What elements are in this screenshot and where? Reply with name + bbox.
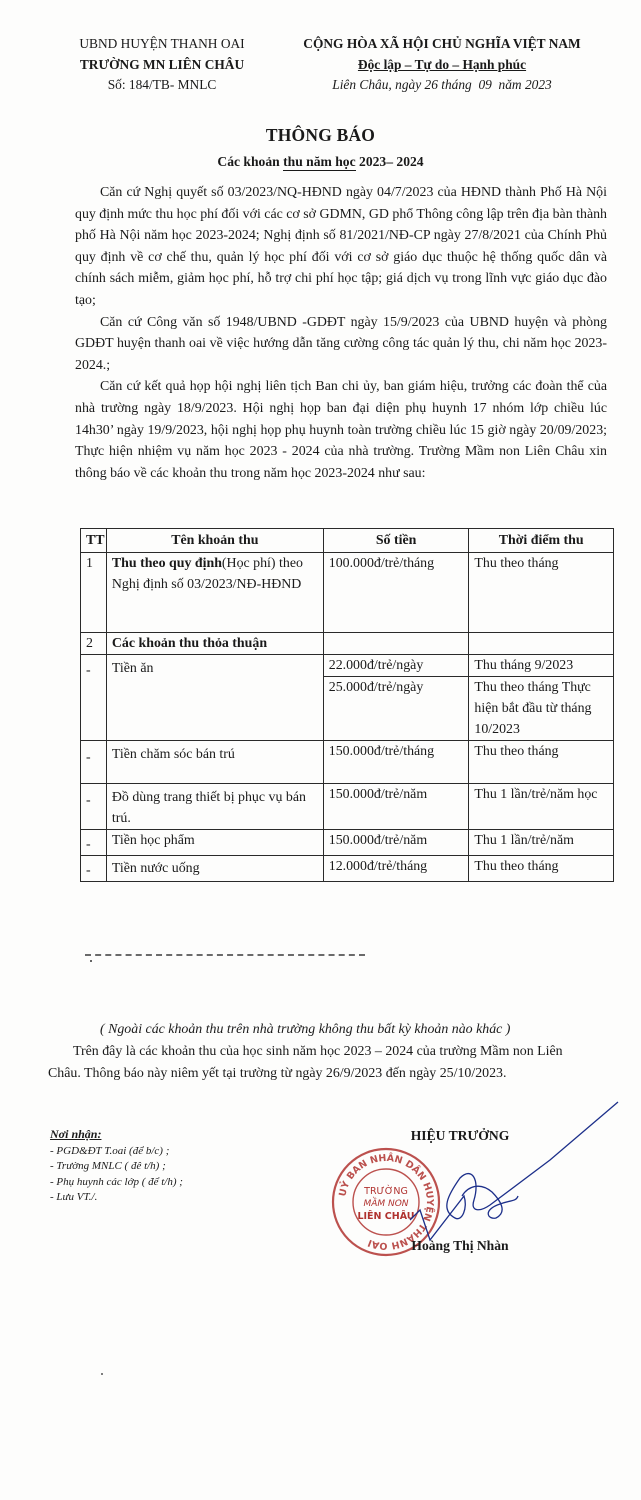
row-time [469, 655, 614, 741]
subtitle-part-1: Các khoản [217, 154, 284, 169]
stamp-line-1: TRƯỜNG [364, 1186, 408, 1197]
notice-body [75, 182, 607, 484]
body-paragraph: Căn cứ Nghị quyết số 03/2023/NQ-HĐND ngày 04/7/2023 của HĐND thành Phố Hà Nội quy định mức thu học phí đối với các cơ sở GDMN, GD phổ Thông công lập trên địa bàn thành phố Hà Nội năm học 2023-2024; Nghị định số 81/2021/NĐ-CP ngày 27/8/2021 của Chính Phủ quy định về cơ chế thu, quản lý học phí đối với cơ sở giáo dục thuộc hệ thống quốc dân và chính sách miễm, giảm học phí, hỗ trợ chi phí học tập; giá dịch vụ trong lĩnh vực giáo dục đào tạo; [75, 185, 607, 308]
document-subtitle [0, 154, 641, 170]
row-time [469, 633, 614, 655]
recipient-item: - Trường MNLC ( đê t/h) ; [50, 1160, 166, 1172]
header-left [62, 34, 262, 96]
row-name-rest: (Học phí) theo Nghị định số 03/2023/NĐ-HĐND [111, 556, 303, 592]
row-name [106, 633, 323, 655]
row-tt: - [81, 830, 107, 856]
row-name-bold: Các khoản thu thỏa thuận [111, 636, 268, 651]
handwritten-signature [400, 1100, 620, 1250]
document-title: THÔNG BÁO [265, 125, 376, 145]
time-part-2: Thu theo tháng Thực hiện bắt đầu từ tháng 10/2023 [469, 676, 613, 740]
table-header-row [81, 529, 614, 553]
recipient-item: - Phụ huynh các lớp ( để t/h) ; [50, 1175, 183, 1188]
stray-mark [101, 1373, 103, 1375]
header-tt: TT [81, 529, 107, 553]
table-row [81, 553, 614, 633]
row-name: Đồ dùng trang thiết bị phục vụ bán trú. [106, 784, 323, 830]
national-title: CỘNG HÒA XÃ HỘI CHỦ NGHĨA VIỆT NAM [303, 36, 581, 51]
row-name: Tiền ăn [106, 655, 323, 741]
table-row [81, 830, 614, 856]
row-amount [323, 655, 469, 741]
row-amount: 150.000đ/trẻ/năm [323, 784, 469, 830]
row-tt: 2 [81, 633, 107, 655]
closing-paragraph [48, 1041, 596, 1084]
row-amount: 100.000đ/trẻ/tháng [323, 553, 469, 633]
row-tt: - [81, 856, 107, 882]
row-tt: - [81, 655, 107, 741]
row-name-bold: Thu theo quy định [111, 556, 222, 571]
row-time: Thu 1 lần/trẻ/năm học [469, 784, 614, 830]
header-name: Tên khoản thu [106, 529, 323, 553]
closing-text: Trên đây là các khoản thu của học sinh năm học 2023 – 2024 của trường Mầm non Liên Châu. Thông báo này niêm yết tại trường từ ngày 26/9/2023 đến ngày 25/10/2023. [48, 1044, 563, 1081]
amount-part-1: 22.000đ/trẻ/ngày [328, 658, 424, 673]
fees-table [80, 528, 614, 882]
row-time: Thu theo tháng [469, 741, 614, 784]
time-part-1: Thu tháng 9/2023 [474, 658, 574, 673]
table-row [81, 856, 614, 882]
stray-mark [90, 960, 92, 962]
row-amount: 150.000đ/trẻ/tháng [323, 741, 469, 784]
header-right [272, 34, 612, 96]
row-amount: 150.000đ/trẻ/năm [323, 830, 469, 856]
table-row [81, 741, 614, 784]
signer-title: HIỆU TRƯỞNG [410, 1128, 510, 1143]
amount-part-2: 25.000đ/trẻ/ngày [324, 676, 469, 740]
row-name: Tiền học phẩm [106, 830, 323, 856]
row-tt: - [81, 784, 107, 830]
signer-name: Hoàng Thị Nhàn [411, 1238, 509, 1253]
note-no-other-fees: ( Ngoài các khoản thu trên nhà trường không thu bất kỳ khoản nào khác ) [100, 1022, 511, 1037]
subtitle-underlined: thu năm học [283, 154, 356, 169]
decorative-rule [85, 954, 365, 956]
body-paragraph: Căn cứ kết quả họp hội nghị liên tịch Ban chi ủy, ban giám hiệu, trưởng các đoàn thể của nhà trường ngày 18/9/2023. Hội nghị họp ban đại diện phụ huynh 17 nhóm lớp chiều lúc 14h30’ ngày 19/9/2023, hội nghị họp phụ huynh toàn trường chiều lúc 15 giờ ngày 20/09/2023; Thực hiện nhiệm vụ năm học 2023 - 2024 của nhà trường. Trường Mầm non Liên Châu xin thông báo về các khoản thu trong năm học 2023-2024 như sau: [75, 379, 607, 481]
stamp-ring-text: UỶ BAN NHÂN DÂN HUYỆN THANH OAI [337, 1152, 436, 1252]
subtitle-part-2: 2023– 2024 [355, 154, 424, 169]
row-name: Tiền chăm sóc bán trú [106, 741, 323, 784]
table-row [81, 655, 614, 741]
row-amount: 12.000đ/trẻ/tháng [323, 856, 469, 882]
recipient-item: - Lưu VT./. [50, 1191, 98, 1203]
recipients-heading: Nơi nhận: [50, 1127, 102, 1141]
national-motto: Độc lập – Tự do – Hạnh phúc [357, 56, 527, 72]
body-paragraph: Căn cứ Công văn số 1948/UBND -GDĐT ngày 15/9/2023 của UBND huyện và phòng GDĐT huyện thanh oai về việc hướng dẫn tăng cường công tác quản lý thu, chi năm học 2023-2024.; [75, 314, 607, 373]
row-tt: 1 [81, 553, 107, 633]
table-row [81, 633, 614, 655]
stamp-line-2: MẦM NON [363, 1199, 409, 1209]
place-date: Liên Châu, ngày 26 tháng 09 năm 2023 [332, 77, 552, 92]
table-row [81, 784, 614, 830]
stamp-line-3: LIÊN CHÂU [357, 1211, 415, 1222]
header-amount: Số tiền [323, 529, 469, 553]
school-name: TRƯỜNG MN LIÊN CHÂU [79, 56, 245, 72]
row-name: Tiền nước uống [106, 856, 323, 882]
row-name [106, 553, 323, 633]
issuing-authority: UBND HUYỆN THANH OAI [79, 36, 245, 51]
recipient-item: - PGD&ĐT T.oai (để b/c) ; [50, 1144, 170, 1157]
document-number: Số: 184/TB- MNLC [107, 77, 217, 92]
recipients-block [50, 1127, 290, 1206]
row-tt: - [81, 741, 107, 784]
row-time: Thu 1 lần/trẻ/năm [469, 830, 614, 856]
header-time: Thời điểm thu [469, 529, 614, 553]
row-time: Thu theo tháng [469, 856, 614, 882]
row-amount [323, 633, 469, 655]
row-time: Thu theo tháng [469, 553, 614, 633]
